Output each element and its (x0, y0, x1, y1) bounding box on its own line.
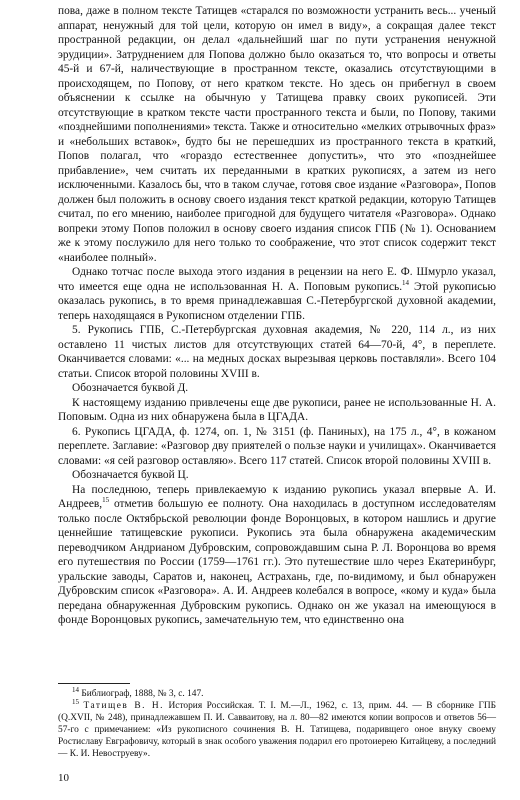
footnote-ref-14: 14 (402, 278, 410, 287)
paragraph-4: Обозначается буквой Д. (72, 382, 189, 394)
footnote-14-number: 14 (72, 685, 79, 694)
footnotes (58, 685, 497, 760)
paragraph-2 (58, 265, 496, 323)
paragraph-3: 5. Рукопись ГПБ, С.-Петербургская духовная академия, № 220, 114 л., из них оставлено 11 чистых листов для отсутствующих статей 64—70-й, 4°, в переплете. Оканчивается словами: «... на медных досках вырезывая церковь поставляли». Всего 104 статьи. Список второй половины XVIII в. (58, 324, 496, 380)
footnote-14-text: Библиограф, 1888, № 3, с. 147. (81, 689, 204, 699)
paragraph-8-continuation: отметив большую ее полноту. Она находилась в доступном исследователям только после Октябрьской революции фонде Воронцовых, в котором нашлись и другие ценнейшие татищевские рукописи. Рукопись эта была обнаружена академическим переводчиком Андрианом Дубровским, сопровождавшим сына Р. Л. Воронцова во время его путешествия по России (1759—1761 гг.). Это путешествие шло через Екатеринбург, уральские заводы, Саратов и, наконец, Астрахань, где, по-видимому, и был обнаружен Дубровским список «Разговора». А. И. Андреев колебался в вопросе, «кому и куда» была передана обнаруженная Дубровским рукопись. Однако он же указал на имеющуюся в фонде Воронцовых рукопись, замечательную тем, что единственно она (58, 498, 496, 626)
footnote-15-author: Татищев В. Н. (83, 701, 165, 711)
paragraph-1: пова, даже в полном тексте Татищев «старался по возможности устранить весь... ученый аппарат, ненужный для той цели, которую он имел в виду», а сокращая далее текст пространной редакции, он делал «дальнейший шаг по пути устранения ненужной эрудиции». Затруднением для Попова должно было оказаться то, что вопросы и ответы 45-й и 67-й, наличествующие в пространном тексте, оказались отсутствующими в происходящем, по Попову, от него кратком тексте. Но здесь он прибегнул в своем объяснении к ссылке на обычную у Татищева правку своих рукописей. Эти отсутствующие в кратком тексте части пространного текста и были, по Попову, такими «позднейшими пополнениями» текста. Также и относительно «мелких отрывочных фраз» и «небольших вставок», будто бы не перешедших из пространного текста в краткий, Попов полагал, что «гораздо естественнее допустить», что это «позднейшее прибавление», чем считать их переданными в кратких рукописях, а затем из него исключенными. Казалось бы, что в таком случае, готовя свое издание «Разговора», Попов должен был положить в основу своего издания текст краткой редакции, которую Татищев считал, по его мнению, наиболее пригодной для будущего читателя «Разговора». Однако вопреки этому Попов положил в основу своего издания список ГПБ (№ 1). Основанием же к этому послужило для него только то соображение, что этот список содержит текст «наиболее полный». (58, 5, 496, 264)
footnote-15 (58, 697, 497, 760)
paragraph-2-continuation: Этой рукописью оказалась рукопись, в то время принадлежавшая С.-Петербургской духовной академии, теперь находящаяся в Рукописном отделении ГПБ. (58, 280, 496, 322)
footnote-15-number: 15 (72, 697, 79, 706)
footnote-15-text: История Российская. Т. I. М.—Л., 1962, с. 13, прим. 44. — В сборнике ГПБ (Q.XVII, № 248), принадлежавшем П. И. Савваитову, на л. 80—82 имеются копии вопросов и ответов 56—57-го с примечанием: «Из рукописного сочинения В. Н. Татищева, подаривщего оное внуку своему Ростиславу Евграфовичу, который в знак особого уважения подарил его протоиерею Китайцеву, а последний — К. И. Невоструеву». (58, 701, 497, 759)
page-number: 10 (58, 772, 69, 784)
footnote-ref-15: 15 (102, 496, 110, 505)
paragraph-6: 6. Рукопись ЦГАДА, ф. 1274, оп. 1, № 3151 (ф. Паниных), на 175 л., 4°, в кожаном переплете. Заглавие: «Разговор дву приятелей о пользе науки и училищах». Оканчивается словами: «я сей разговор оставляю». Всего 117 статей. Список второй половины XVIII в. (58, 425, 496, 467)
paragraph-2-text: Однако тотчас после выхода этого издания в рецензии на него Е. Ф. Шмурло указал, что имеется еще одна не использованная Н. А. Поповым рукопись. (58, 266, 496, 293)
paragraph-7: Обозначается буквой Ц. (72, 469, 189, 481)
footnote-divider (58, 683, 130, 684)
footnote-14 (58, 685, 496, 700)
main-text (58, 4, 496, 628)
paragraph-8-text: На последнюю, теперь привлекаемую к изданию рукопись указал впервые А. И. Андреев, (58, 483, 496, 510)
paragraph-8 (58, 483, 496, 628)
paragraph-5: К настоящему изданию привлечены еще две рукописи, ранее не использованные Н. А. Поповым. Одна из них обнаружена была в ЦГАДА. (58, 396, 496, 423)
